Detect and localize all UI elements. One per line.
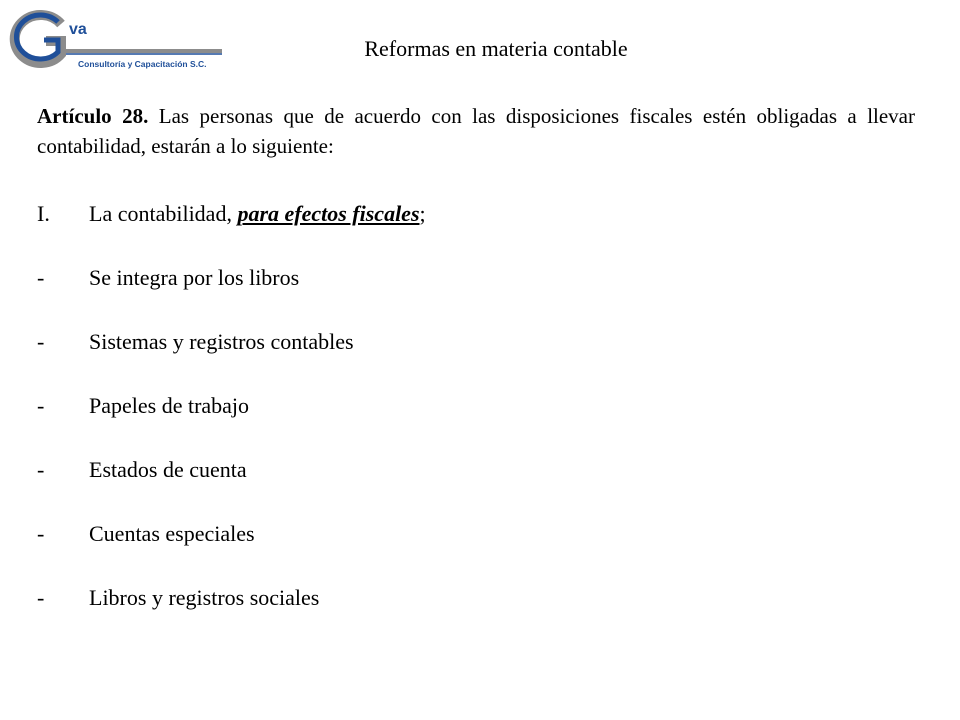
section-text-before: La contabilidad,	[89, 201, 238, 226]
list-item	[37, 455, 247, 485]
list-item-marker: -	[37, 521, 45, 546]
article-label: Artículo 28.	[37, 104, 149, 128]
list-item-text: Papeles de trabajo	[89, 393, 250, 418]
list-item	[37, 263, 299, 293]
list-item	[37, 391, 249, 421]
article-paragraph	[37, 101, 915, 161]
list-item-marker: -	[37, 585, 45, 610]
list-item	[37, 583, 319, 613]
section-line	[37, 199, 426, 229]
section-marker: I.	[37, 201, 50, 226]
list-item-text: Se integra por los libros	[89, 265, 300, 290]
list-item-text: Libros y registros sociales	[89, 585, 320, 610]
list-item-marker: -	[37, 457, 45, 482]
list-item-text: Estados de cuenta	[89, 457, 247, 482]
logo-va-letters: va	[69, 21, 87, 38]
section-emphasis: para efectos fiscales	[237, 201, 420, 226]
list-item-marker: -	[37, 265, 45, 290]
page-title: Reformas en materia contable	[364, 36, 628, 61]
list-item-marker: -	[37, 393, 45, 418]
article-text: Las personas que de acuerdo con las disposiciones fiscales estén obligadas a llevar contabilidad, estarán a lo siguiente:	[37, 104, 915, 158]
list-item-text: Cuentas especiales	[89, 521, 255, 546]
logo-company-name: Consultoría y Capacitación S.C.	[78, 59, 207, 69]
list-item-marker: -	[37, 329, 45, 354]
list-item	[37, 327, 354, 357]
list-item	[37, 519, 255, 549]
section-text-after: ;	[419, 201, 426, 226]
list-item-text: Sistemas y registros contables	[89, 329, 354, 354]
